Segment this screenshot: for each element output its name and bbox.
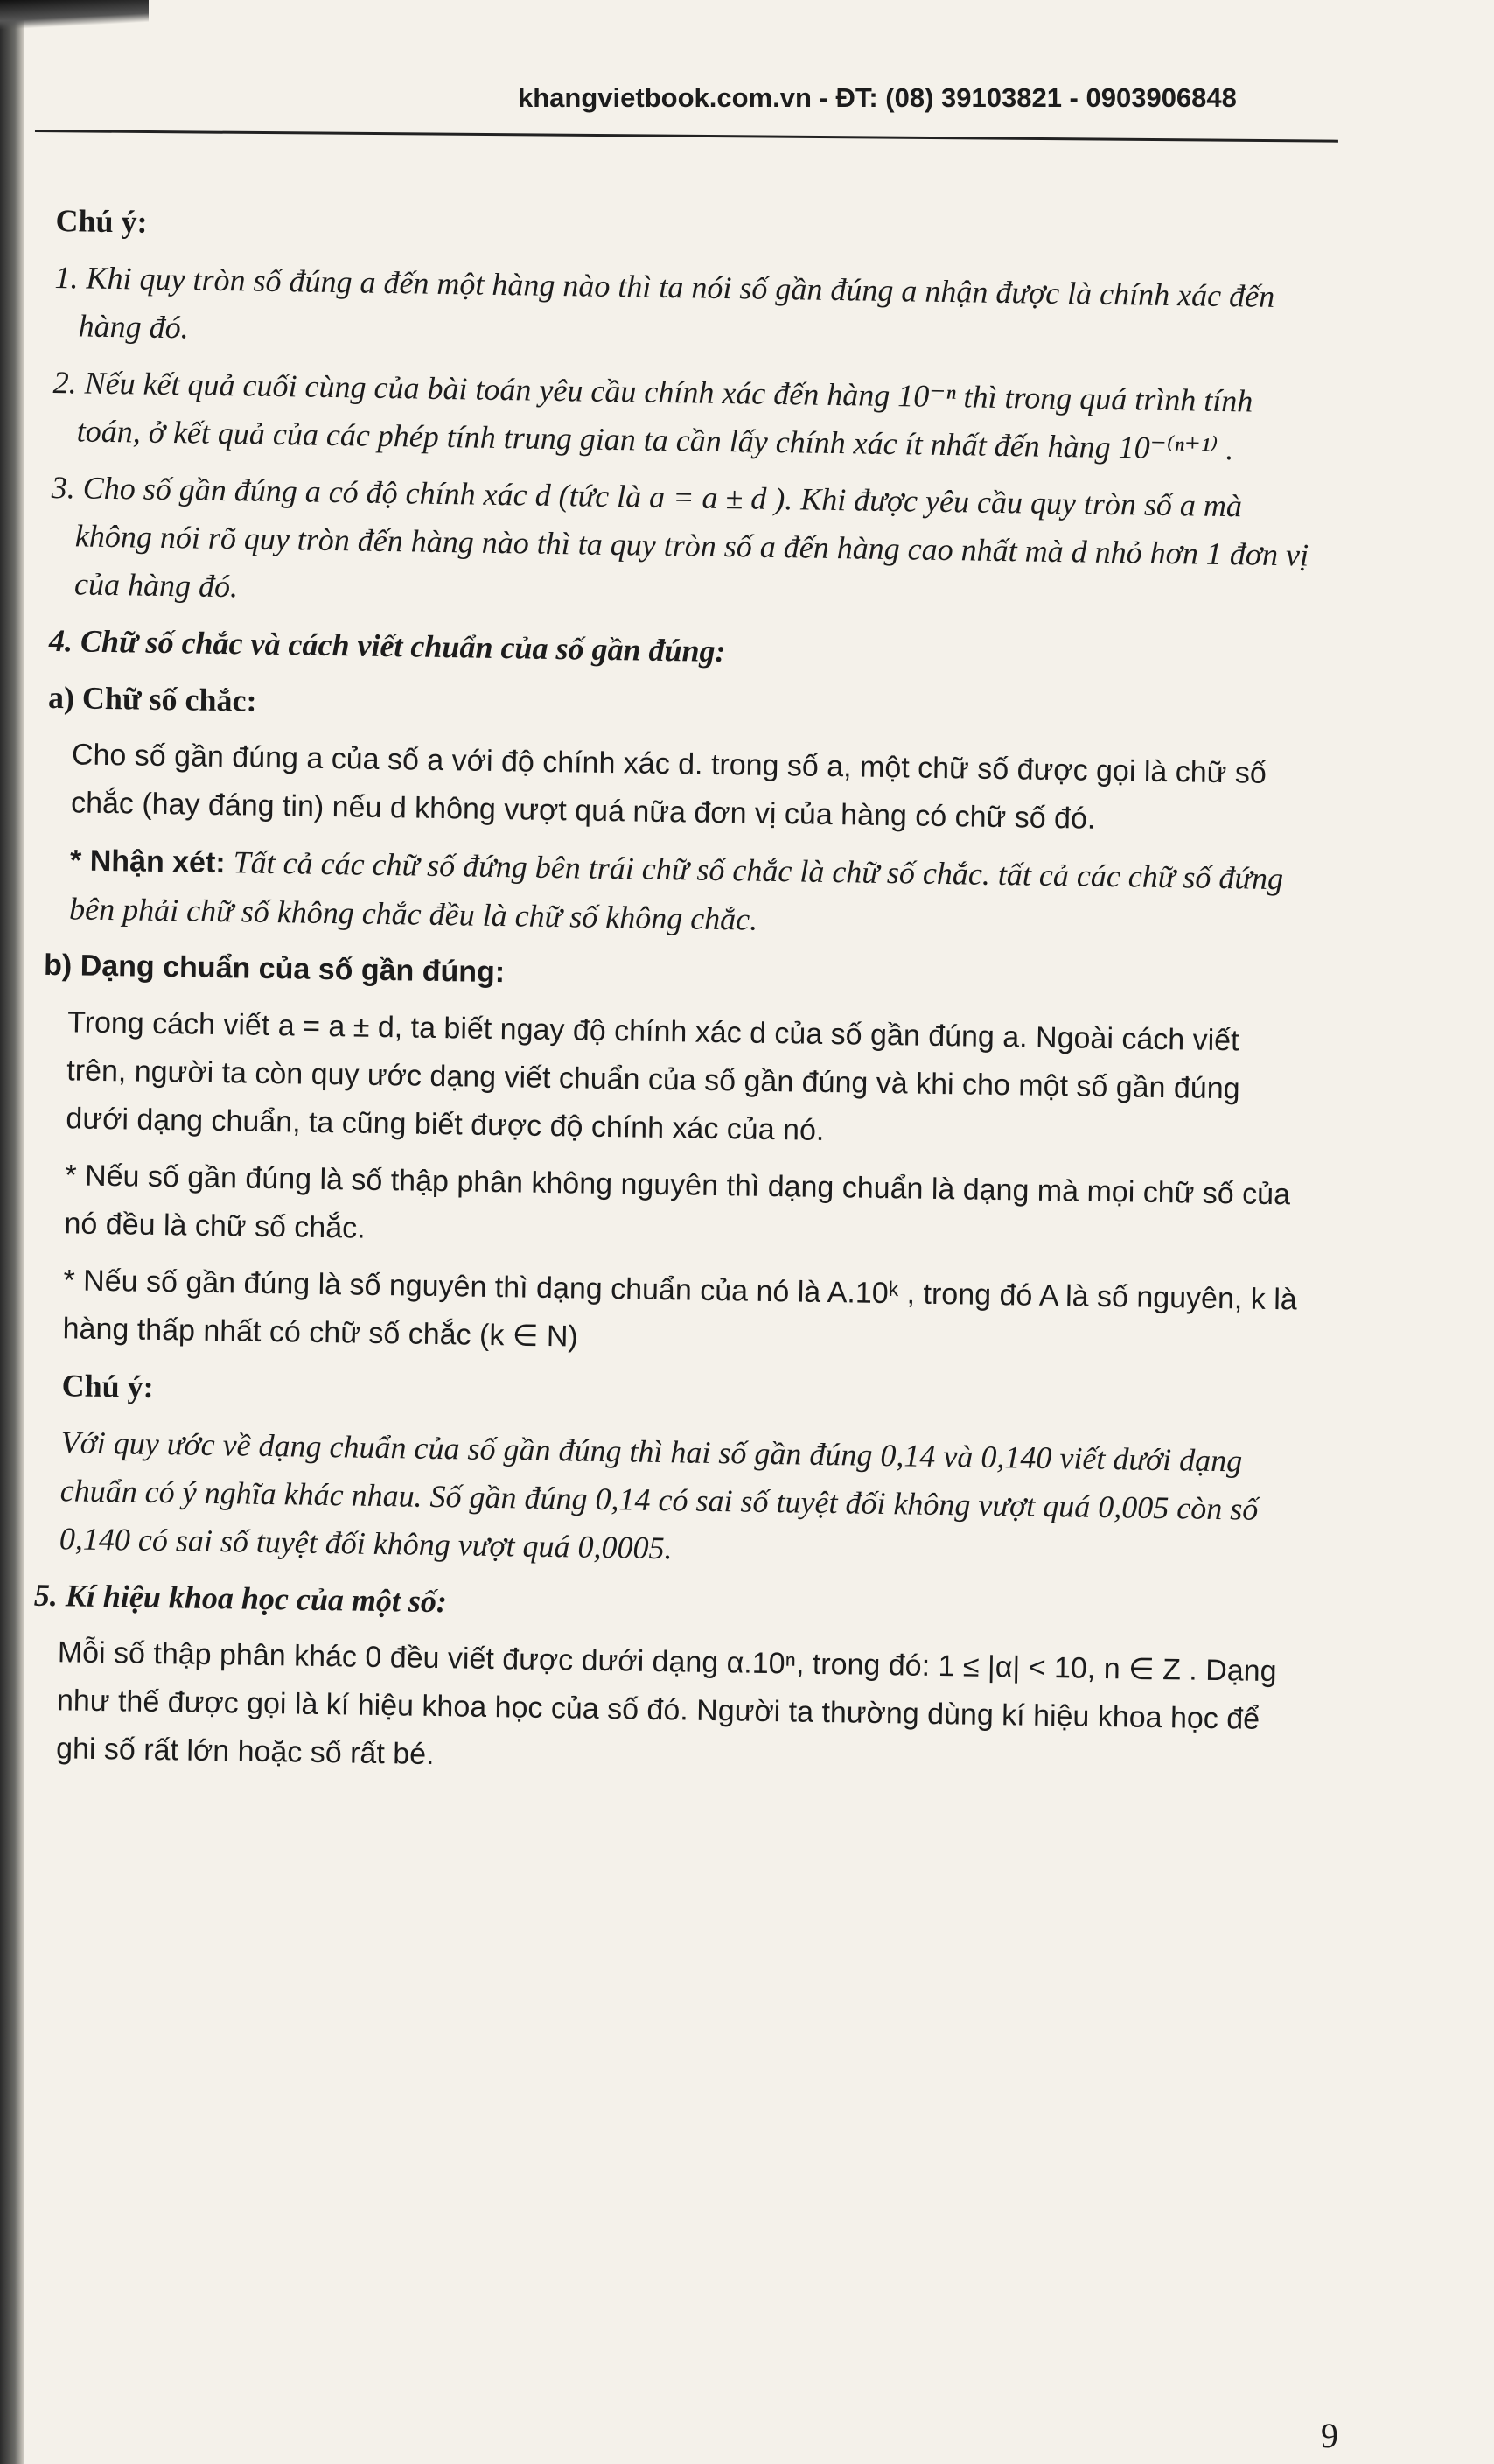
section4a-title: a) Chữ số chắc: [47,679,257,718]
header-divider [35,130,1338,143]
remark-text: Tất cả các chữ số đứng bên trái chữ số chắc là chữ số chắc. tất cả các chữ số đứng bên phải chữ số không chắc đều là chữ số không chắc. [68,844,1284,937]
page-header: khangvietbook.com.vn - ĐT: (08) 39103821 - 0903906848 [518,82,1237,113]
section4b-text-3: * Nếu số gần đúng là số nguyên thì dạng chuẩn của nó là A.10ᵏ , trong đó A là số nguyên, k là hàng thấp nhất có chữ số chắc (k ∈ N) [62,1264,1298,1354]
note1-title: Chú ý: [55,202,148,240]
remark-label: * Nhận xét: [69,844,226,880]
page-content [31,197,1316,1801]
page-corner-shadow [0,0,149,30]
page-number: 9 [1321,2416,1338,2455]
section4b-text-1: Trong cách viết a = a ± d, ta biết ngay độ chính xác d của số gần đúng a. Ngoài cách viết trên, người ta còn quy ước dạng viết chuẩn của số gần đúng và khi cho một số gần đúng dưới dạng chuẩn, ta cũng biết được độ chính xác của nó. [66,1005,1240,1147]
section4b-text-2: * Nếu số gần đúng là số thập phân không nguyên thì dạng chuẩn là dạng mà mọi chữ số của nó đều là chữ số chắc. [64,1158,1291,1245]
section4a-text: Cho số gần đúng a của số a với độ chính xác d. trong số a, một chữ số được gọi là chữ số chắc (hay đáng tin) nếu d không vượt quá nữa đơn vị của hàng có chữ số đó. [70,738,1267,836]
section4-title: 4. Chữ số chắc và cách viết chuẩn của số gần đúng: [48,622,726,669]
remark-paragraph [45,836,1306,953]
note1-item-3: 3. Cho số gần đúng a có độ chính xác d (tức là a = a ± d ). Khi được yêu cầu quy tròn số a mà không nói rõ quy tròn đến hàng nào thì ta quy tròn số a đến hàng cao nhất mà d nhỏ hơn 1 đơn vị của hàng đó. [51,469,1309,605]
note1-item-2: 2. Nếu kết quả cuối cùng của bài toán yêu cầu chính xác đến hàng 10⁻ⁿ thì trong quá trình tính toán, ở kết quả của các phép tính trung gian ta cần lấy chính xác ít nhất đến hàng 10⁻⁽ⁿ⁺¹⁾ . [52,364,1253,467]
note2-text: Với quy ước về dạng chuẩn của số gần đúng thì hai số gần đúng 0,14 và 0,140 viết dưới dạng chuẩn có ý nghĩa khác nhau. Số gần đúng 0,14 có sai số tuyệt đối không vượt quá 0,005 còn số 0,140 có sai số tuyệt đối không vượt quá 0,0005. [59,1424,1259,1566]
section5-text: Mỗi số thập phân khác 0 đều viết được dưới dạng α.10ⁿ, trong đó: 1 ≤ |α| < 10, n ∈ Z . Dạng như thế được gọi là kí hiệu khoa học của số đó. Người ta thường dùng kí hiệu khoa học để ghi số rất lớn hoặc số rất bé. [55,1635,1277,1772]
page-spine-shadow [0,0,24,2464]
section5-title: 5. Kí hiệu khoa học của một số: [33,1577,448,1620]
note1-item-1: 1. Khi quy tròn số đúng a đến một hàng nào thì ta nói số gần đúng a nhận được là chính xác đến hàng đó. [54,259,1275,346]
note2-title: Chú ý: [61,1368,154,1404]
section4b-title: b) Dạng chuẩn của số gần đúng: [43,948,506,990]
